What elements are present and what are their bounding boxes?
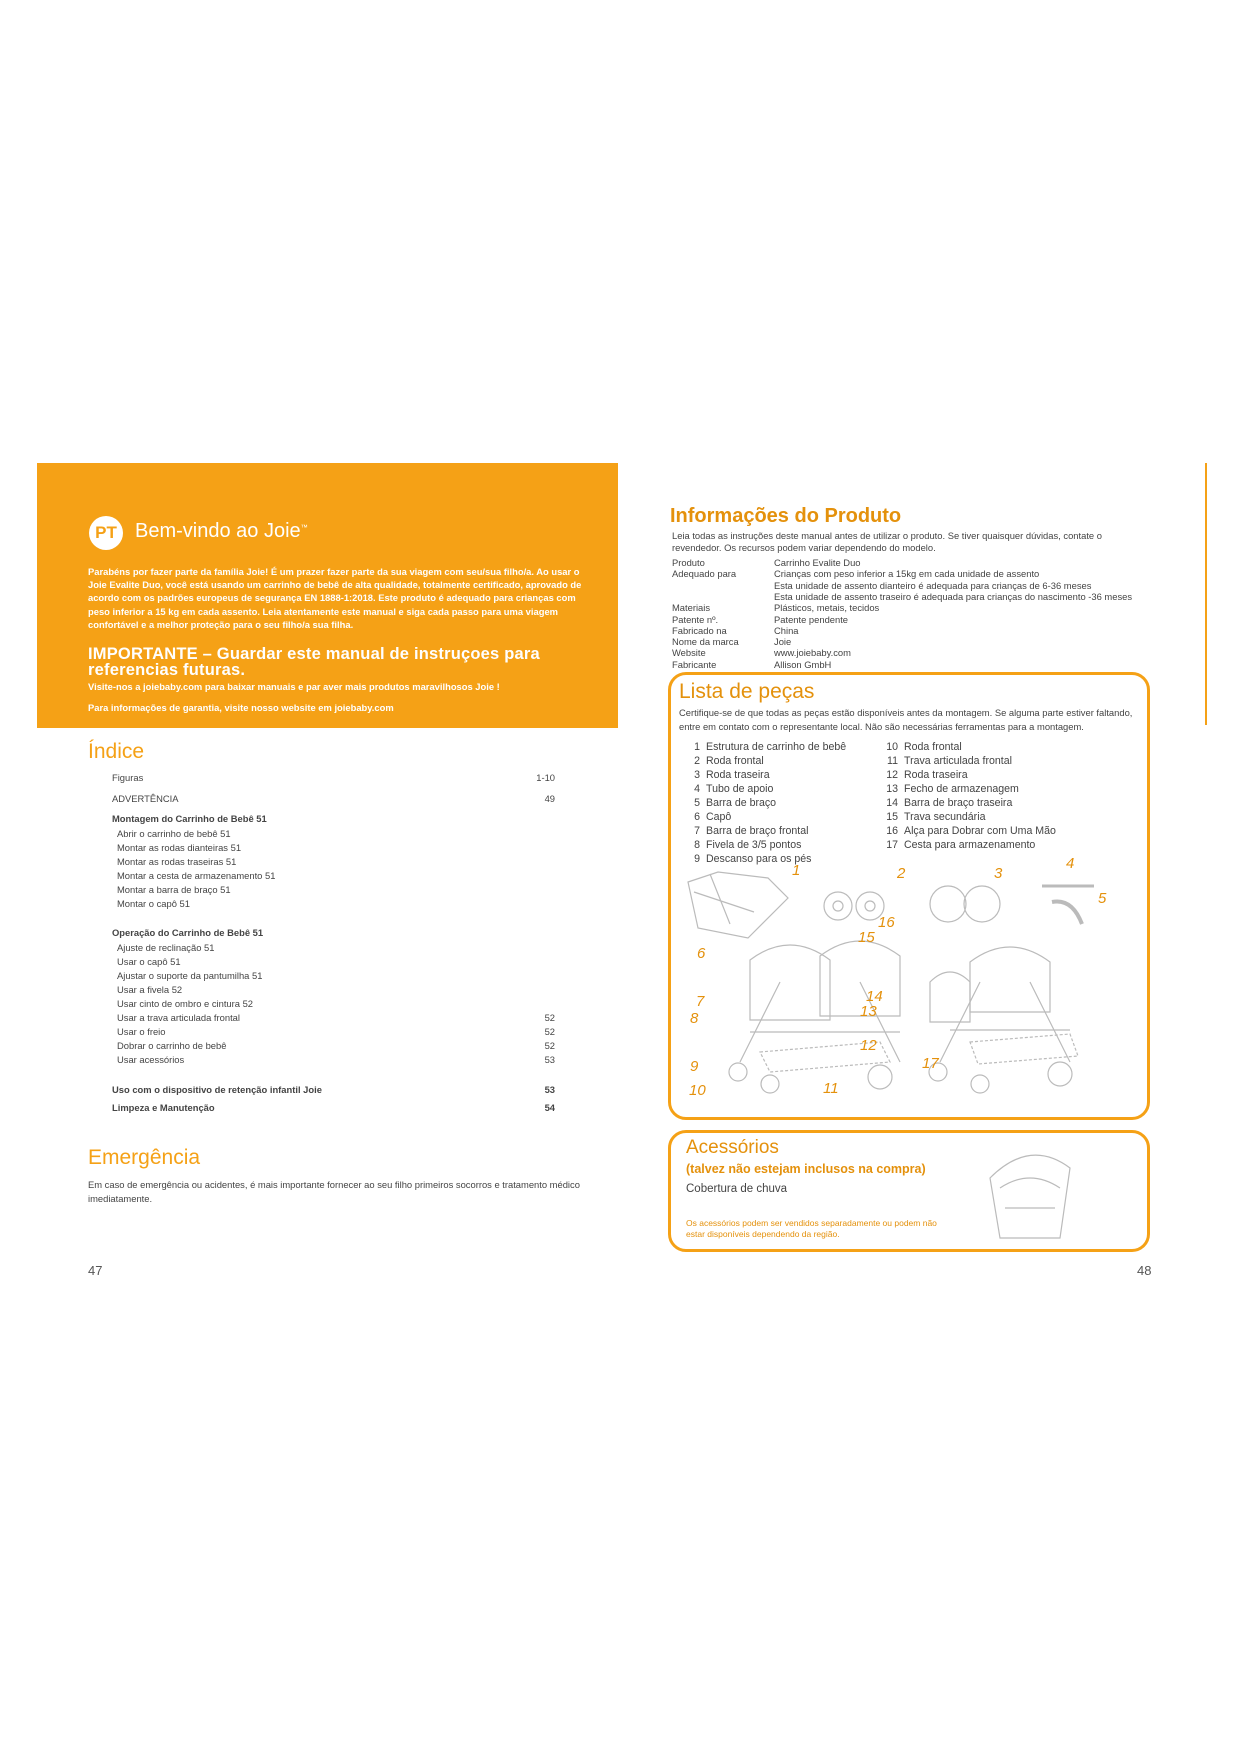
toc-item: Usar a trava articulada frontal	[117, 1012, 240, 1023]
rear-wheel-illustration	[964, 886, 1000, 922]
product-info-label: Materiais	[672, 602, 711, 614]
part-item	[686, 838, 846, 852]
accessories-title: Acessórios	[686, 1137, 779, 1158]
product-info-label: Fabricado na	[672, 624, 727, 636]
toc-limpeza-page: 54	[544, 1102, 555, 1113]
callout-5: 5	[1098, 890, 1107, 907]
product-info-title: Informações do Produto	[670, 505, 902, 527]
index-title: Índice	[88, 740, 145, 763]
part-item	[686, 810, 846, 824]
part-label: Roda frontal	[904, 741, 962, 753]
stroller-canopy	[970, 947, 1050, 1012]
parts-title: Lista de peças	[679, 680, 815, 703]
toc-item: Usar acessórios	[117, 1054, 185, 1065]
part-item	[686, 740, 846, 754]
part-number: 1	[694, 741, 700, 753]
product-info-value: Plásticos, metais, tecidos	[774, 602, 880, 614]
part-item	[686, 768, 846, 782]
part-label: Estrutura de carrinho de bebê	[706, 741, 847, 753]
page-number-left: 47	[88, 1263, 103, 1278]
product-info-value: Allison GmbH	[774, 658, 832, 670]
toc-row	[117, 1025, 555, 1039]
callout-13: 13	[860, 1003, 877, 1020]
part-item	[686, 796, 846, 810]
product-info-label: Produto	[672, 557, 705, 568]
toc-operacao-list	[117, 941, 262, 1011]
product-info-row	[672, 614, 1172, 625]
product-info-label: Fabricante	[672, 658, 717, 670]
product-info-value: Patente pendente	[774, 613, 849, 625]
product-info-row	[672, 568, 1172, 579]
part-number: 10	[886, 741, 898, 753]
product-info-value: China	[774, 624, 799, 636]
product-info-value: Esta unidade de assento dianteiro é adequada para crianças de 6-36 meses	[774, 579, 1092, 591]
part-number: 13	[886, 783, 898, 795]
part-label: Roda frontal	[706, 755, 764, 767]
front-wheel-illustration	[824, 892, 852, 920]
toc-item: Ajuste de reclinação 51	[117, 942, 215, 953]
emergency-text: Em caso de emergência ou acidentes, é mais importante fornecer ao seu filho primeiros socorros e tratamento médico imediatamente.	[88, 1179, 580, 1204]
part-label: Trava secundária	[904, 811, 986, 823]
part-item	[884, 838, 1056, 852]
product-info-label: Nome da marca	[672, 636, 739, 648]
part-number: 7	[694, 825, 700, 837]
important-notice: IMPORTANTE – Guardar este manual de instruçoes para referencias futuras.	[88, 645, 540, 679]
toc-item: Montar a cesta de armazenamento 51	[117, 870, 276, 881]
wheel	[761, 1075, 779, 1093]
toc-item: Usar a fivela 52	[117, 984, 183, 995]
part-label: Fecho de armazenagem	[904, 783, 1019, 795]
callout-6: 6	[697, 945, 706, 962]
product-info-label: Adequado para	[672, 568, 737, 580]
wheel	[868, 1065, 892, 1089]
toc-montagem-heading: Montagem do Carrinho de Bebê 51	[112, 813, 267, 824]
toc-item: Abrir o carrinho de bebê 51	[117, 828, 231, 839]
emergency-title: Emergência	[88, 1146, 201, 1169]
part-number: 11	[887, 755, 898, 767]
parts-list-left	[686, 740, 846, 866]
part-number: 5	[694, 797, 700, 809]
product-info-label: Patente nº.	[672, 613, 719, 625]
cover-outline	[990, 1155, 1070, 1238]
part-item	[686, 782, 846, 796]
toc-row	[117, 1011, 555, 1025]
page-number-right: 48	[1137, 1263, 1152, 1278]
welcome-banner	[37, 463, 618, 728]
product-info-intro: Leia todas as instruções deste manual antes de utilizar o produto. Se tiver quaisquer dúvidas, contate o revendedor. Os recursos podem variar dependendo do modelo.	[672, 530, 1102, 553]
part-number: 15	[886, 811, 898, 823]
part-item	[686, 824, 846, 838]
toc-figuras-page: 1-10	[536, 772, 555, 783]
rear-wheel-illustration	[930, 886, 966, 922]
accessory-item: Cobertura de chuva	[686, 1183, 788, 1195]
toc-page: 52	[544, 1040, 555, 1051]
product-info-row	[672, 602, 1172, 613]
part-label: Fivela de 3/5 pontos	[706, 839, 802, 851]
product-info-row	[672, 647, 1172, 658]
toc-item: Montar as rodas dianteiras 51	[117, 842, 242, 853]
toc-row	[117, 1039, 555, 1053]
product-info-label: Website	[672, 647, 706, 659]
callout-9: 9	[690, 1058, 699, 1075]
part-item	[884, 824, 1056, 838]
toc-advertencia-page: 49	[544, 793, 555, 804]
toc-item: Usar o capô 51	[117, 956, 181, 967]
product-info-row	[672, 625, 1172, 636]
part-label: Roda traseira	[904, 769, 968, 781]
welcome-title-text: Bem-vindo ao Joie	[135, 520, 301, 542]
frame-detail	[694, 874, 754, 924]
accessories-note: Os acessórios podem ser vendidos separadamente ou podem não estar disponíveis dependendo da região.	[686, 1218, 937, 1239]
callout-12: 12	[860, 1037, 877, 1054]
part-label: Capô	[706, 811, 732, 823]
callout-16: 16	[878, 914, 895, 931]
rain-cover-illustration	[980, 1148, 1080, 1246]
product-info-value: Joie	[774, 636, 792, 648]
arm-bar-illustration	[1052, 901, 1082, 924]
product-info-row	[672, 636, 1172, 647]
part-number: 4	[694, 783, 700, 795]
toc-row	[117, 1053, 555, 1067]
part-label: Roda traseira	[706, 769, 770, 781]
part-item	[884, 754, 1056, 768]
toc-figuras: Figuras	[112, 772, 144, 783]
part-number: 9	[694, 853, 700, 865]
toc-item: Dobrar o carrinho de bebê	[117, 1040, 227, 1051]
part-number: 16	[886, 825, 898, 837]
warranty-text: Para informações de garantia, visite nosso website em joiebaby.com	[88, 702, 394, 713]
hub	[865, 901, 875, 911]
wheel	[729, 1063, 747, 1081]
part-label: Trava articulada frontal	[904, 755, 1012, 767]
toc-item: Montar o capô 51	[117, 898, 190, 909]
part-number: 6	[694, 811, 700, 823]
callout-17: 17	[922, 1055, 939, 1072]
callout-1: 1	[792, 862, 801, 879]
product-info-value: www.joiebaby.com	[774, 647, 851, 659]
part-number: 12	[886, 769, 898, 781]
callout-7: 7	[696, 993, 705, 1010]
cover-detail	[1000, 1178, 1060, 1208]
wheel	[1048, 1062, 1072, 1086]
product-info-value: Crianças com peso inferior a 15kg em cada unidade de assento	[774, 568, 1040, 580]
parts-intro: Certifique-se de que todas as peças estão disponíveis antes da montagem. Se alguma parte estiver faltando, entre em contato com o representante local. Não são necessárias ferramentas para a montagem.	[679, 707, 1133, 732]
toc-montagem-list	[117, 827, 275, 911]
toc-uso-page: 53	[544, 1084, 555, 1095]
toc-operacao-heading: Operação do Carrinho de Bebê 51	[112, 927, 264, 938]
callout-15: 15	[858, 929, 875, 946]
part-number: 3	[694, 769, 700, 781]
part-label: Barra de braço frontal	[706, 825, 809, 837]
part-item	[884, 782, 1056, 796]
stroller-illustration	[680, 862, 1140, 1112]
toc-page: 52	[544, 1026, 555, 1037]
part-label: Tubo de apoio	[706, 783, 774, 795]
product-info-row	[672, 580, 1172, 591]
toc-item: Montar as rodas traseiras 51	[117, 856, 237, 867]
part-item	[686, 754, 846, 768]
part-item	[884, 810, 1056, 824]
callout-10: 10	[689, 1082, 706, 1099]
callout-11: 11	[823, 1080, 839, 1097]
storage-basket	[970, 1034, 1078, 1064]
part-label: Barra de braço traseira	[904, 797, 1013, 809]
toc-advertencia: ADVERTÊNCIA	[112, 793, 179, 804]
toc-operacao-list-b	[117, 1011, 555, 1067]
part-number: 17	[886, 839, 898, 851]
part-label: Descanso para os pés	[706, 853, 812, 865]
stroller-canopy	[750, 945, 830, 1020]
language-badge: PT	[89, 516, 123, 550]
part-number: 14	[886, 797, 898, 809]
callout-3: 3	[994, 865, 1003, 882]
callout-2: 2	[897, 865, 906, 882]
wheel	[971, 1075, 989, 1093]
parts-list-right	[884, 740, 1056, 852]
part-item	[884, 796, 1056, 810]
part-item	[884, 740, 1056, 754]
toc-page: 53	[544, 1054, 555, 1065]
callout-8: 8	[690, 1010, 699, 1027]
callout-4: 4	[1066, 855, 1075, 872]
visit-text: Visite-nos a joiebaby.com para baixar manuais e par aver mais produtos maravilhosos Joie !	[88, 681, 500, 692]
product-info-value: Esta unidade de assento traseiro é adequada para crianças do nascimento -36 meses	[774, 590, 1133, 602]
toc-page: 52	[544, 1012, 555, 1023]
page-edge-rule	[1205, 463, 1207, 725]
toc-limpeza: Limpeza e Manutenção	[112, 1102, 215, 1113]
toc-item: Usar cinto de ombro e cintura 52	[117, 998, 254, 1009]
part-label: Barra de braço	[706, 797, 777, 809]
toc-uso: Uso com o dispositivo de retenção infantil Joie	[112, 1084, 322, 1095]
welcome-body: Parabéns por fazer parte da família Joie! É um prazer fazer parte da sua viagem com seu/sua filho/a. Ao usar o Joie Evalite Duo, você está usando um carrinho de bebê de alta qualidade, totalmente certificado, aprovado de acordo com os padrões europeus de segurança EN 1888-1:2018. Este produto é adequado para crianças com peso inferior a 15 kg em cada assento. Leia atentamente este manual e siga cada passo para uma viagem confortável e a melhor proteção para o seu filho/a sua filha.	[88, 566, 582, 630]
part-item	[884, 768, 1056, 782]
accessories-subtitle: (talvez não estejam inclusos na compra)	[686, 1162, 926, 1176]
toc-item: Ajustar o suporte da pantumilha 51	[117, 970, 263, 981]
toc-item: Usar o freio	[117, 1026, 166, 1037]
callout-14: 14	[866, 988, 883, 1005]
part-number: 2	[694, 755, 700, 767]
hub	[833, 901, 843, 911]
welcome-title	[135, 520, 308, 543]
product-info-value: Carrinho Evalite Duo	[774, 557, 861, 568]
part-label: Cesta para armazenamento	[904, 839, 1036, 851]
product-info-row	[672, 591, 1172, 602]
part-number: 8	[694, 839, 700, 851]
toc-item: Montar a barra de braço 51	[117, 884, 231, 895]
part-label: Alça para Dobrar com Uma Mão	[904, 825, 1056, 837]
product-info-row	[672, 659, 1172, 670]
product-info-row	[672, 557, 1172, 568]
trademark: ™	[300, 524, 308, 532]
folded-frame-illustration	[688, 872, 788, 938]
